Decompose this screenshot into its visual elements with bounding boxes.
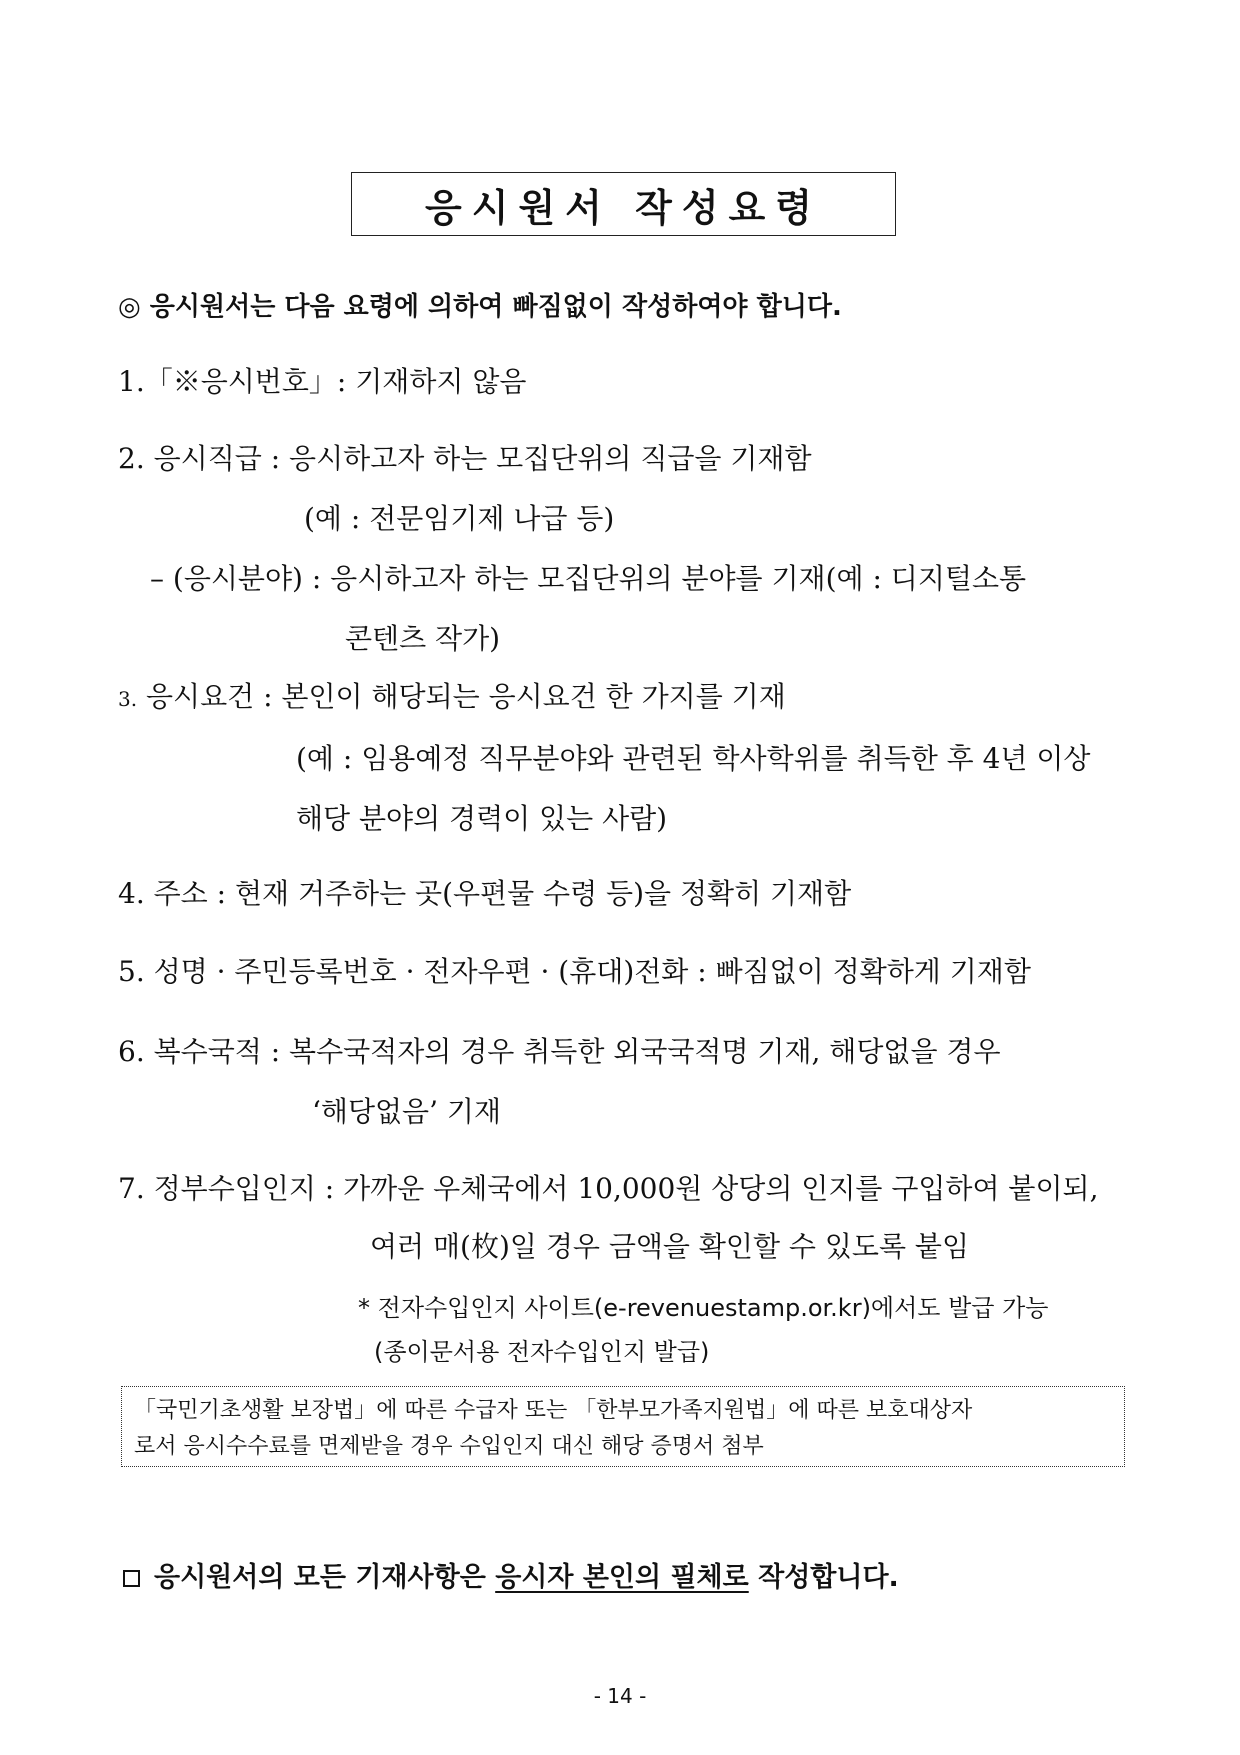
item-3 [118, 675, 786, 715]
item-7-cont: 여러 매(枚)일 경우 금액을 확인할 수 있도록 붙임 [370, 1230, 970, 1263]
item-4: 4. 주소 : 현재 거주하는 곳(우편물 수령 등)을 정확히 기재함 [118, 877, 852, 910]
handwriting-notice-after: 작성합니다. [748, 1562, 899, 1593]
stamp-note-line1: * 전자수입인지 사이트(e-revenuestamp.or.kr)에서도 발급 가능 [358, 1294, 1049, 1322]
checkbox-square-icon [123, 1570, 140, 1587]
item-2-field-example: 콘텐츠 작가) [345, 622, 501, 655]
item-3-number: 3. [118, 687, 138, 711]
page-title: 응시원서 작성요령 [351, 172, 896, 236]
item-6-cont: ‘해당없음’ 기재 [312, 1095, 501, 1128]
page-number: - 14 - [593, 1684, 647, 1708]
handwriting-notice [123, 1555, 899, 1594]
exemption-notice-line1: 「국민기초생활 보장법」에 따른 수급자 또는 「한부모가족지원법」에 따른 보호대상자 [134, 1398, 973, 1423]
exemption-notice-box [121, 1386, 1125, 1467]
item-3-example: (예 : 임용예정 직무분야와 관련된 학사학위를 취득한 후 4년 이상 [296, 742, 1091, 775]
handwriting-notice-before: 응시원서의 모든 기재사항은 [154, 1562, 496, 1593]
item-5: 5. 성명 · 주민등록번호 · 전자우편 · (휴대)전화 : 빠짐없이 정확하게 기재함 [118, 955, 1031, 988]
item-7: 7. 정부수입인지 : 가까운 우체국에서 10,000원 상당의 인지를 구입하여 붙이되, [118, 1172, 1099, 1205]
item-2: 2. 응시직급 : 응시하고자 하는 모집단위의 직급을 기재함 [118, 442, 812, 475]
handwriting-notice-underlined: 응시자 본인의 필체로 [495, 1562, 749, 1593]
intro-notice: ◎ 응시원서는 다음 요령에 의하여 빠짐없이 작성하여야 합니다. [118, 292, 842, 322]
item-2-field: – (응시분야) : 응시하고자 하는 모집단위의 분야를 기재(예 : 디지털소통 [150, 562, 1027, 595]
exemption-notice-line2: 로서 응시수수료를 면제받을 경우 수입인지 대신 해당 증명서 첨부 [134, 1434, 764, 1459]
item-6: 6. 복수국적 : 복수국적자의 경우 취득한 외국국적명 기재, 해당없을 경우 [118, 1035, 1001, 1068]
item-2-example: (예 : 전문임기제 나급 등) [304, 502, 615, 535]
stamp-note-line2: (종이문서용 전자수입인지 발급) [374, 1338, 710, 1366]
item-3-example-cont: 해당 분야의 경력이 있는 사람) [296, 802, 668, 835]
item-3-text: 응시요건 : 본인이 해당되는 응시요건 한 가지를 기재 [146, 680, 786, 713]
item-1: 1.「※응시번호」: 기재하지 않음 [118, 365, 527, 398]
